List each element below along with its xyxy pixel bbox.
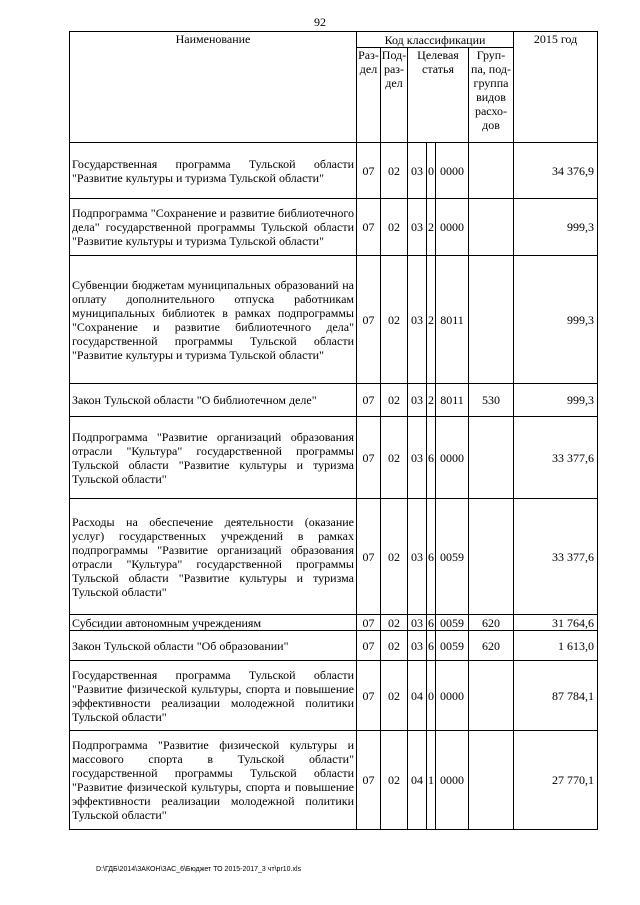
header-name: Наименование <box>70 32 357 143</box>
row-subsection: 02 <box>381 143 408 199</box>
row-target-direction: 0000 <box>436 143 469 199</box>
row-section: 07 <box>357 499 381 615</box>
row-name: Закон Тульской области "Об образовании" <box>70 631 357 661</box>
row-target-subprogram: 0 <box>427 143 436 199</box>
row-target-program: 03 <box>408 615 427 631</box>
row-section: 07 <box>357 731 381 830</box>
row-target-subprogram: 6 <box>427 631 436 661</box>
row-target-direction: 0000 <box>436 199 469 256</box>
row-target-program: 03 <box>408 499 427 615</box>
row-target-subprogram: 6 <box>427 499 436 615</box>
row-target-direction: 8011 <box>436 256 469 384</box>
row-section: 07 <box>357 631 381 661</box>
row-amount: 999,3 <box>514 256 598 384</box>
table-row <box>70 731 598 830</box>
row-target-subprogram: 2 <box>427 199 436 256</box>
row-name: Субсидии автономным учреждениям <box>70 615 357 631</box>
row-target-direction: 0059 <box>436 615 469 631</box>
row-expense-group: 620 <box>469 615 514 631</box>
row-subsection: 02 <box>381 384 408 417</box>
row-amount: 33 377,6 <box>514 499 598 615</box>
row-expense-group <box>469 143 514 199</box>
row-amount: 27 770,1 <box>514 731 598 830</box>
table-row <box>70 256 598 384</box>
row-section: 07 <box>357 256 381 384</box>
header-section: Раз- дел <box>357 48 381 143</box>
row-amount: 31 764,6 <box>514 615 598 631</box>
row-name: Государственная программа Тульской области "Развитие культуры и туризма Тульской области" <box>70 143 357 199</box>
row-name: Субвенции бюджетам муниципальных образований на оплату дополнительного отпуска работникам муниципальных библиотек в рамках подпрограммы "Сохранение и развитие библиотечного дела" государственной программы Тульской области "Развитие культуры и туризма Тульской области" <box>70 256 357 384</box>
row-section: 07 <box>357 417 381 499</box>
row-target-direction: 0000 <box>436 731 469 830</box>
row-expense-group <box>469 499 514 615</box>
row-target-program: 03 <box>408 143 427 199</box>
table-row <box>70 417 598 499</box>
table-row <box>70 631 598 661</box>
row-target-program: 04 <box>408 731 427 830</box>
table-row <box>70 384 598 417</box>
row-target-direction: 8011 <box>436 384 469 417</box>
row-expense-group <box>469 417 514 499</box>
table-row <box>70 143 598 199</box>
row-section: 07 <box>357 384 381 417</box>
file-path-footer: D:\ГДБ\2014\ЗАКОН\ЗАС_6\Бюджет ТО 2015-2017_3 чт\pr10.xls <box>96 866 302 873</box>
row-amount: 34 376,9 <box>514 143 598 199</box>
row-section: 07 <box>357 615 381 631</box>
row-name: Подпрограмма "Развитие физической культуры и массового спорта в Тульской области" государственной программы Тульской области "Развитие физической культуры, спорта и повышение эффективности реализации молодежной политики Тульской области" <box>70 731 357 830</box>
row-target-program: 03 <box>408 417 427 499</box>
row-section: 07 <box>357 143 381 199</box>
page-number: 92 <box>314 15 326 29</box>
header-classification: Код классификации <box>357 32 514 48</box>
row-target-direction: 0000 <box>436 661 469 731</box>
table-row <box>70 499 598 615</box>
table-row <box>70 615 598 631</box>
table-row <box>70 661 598 731</box>
row-amount: 999,3 <box>514 384 598 417</box>
header-target-article: Целевая статья <box>408 48 469 143</box>
header-row-top <box>70 32 598 48</box>
row-expense-group <box>469 199 514 256</box>
row-target-subprogram: 2 <box>427 256 436 384</box>
row-section: 07 <box>357 199 381 256</box>
row-name: Подпрограмма "Развитие организаций образования отрасли "Культура" государственной программы Тульской области "Развитие культуры и туризма Тульской области" <box>70 417 357 499</box>
row-target-subprogram: 1 <box>427 731 436 830</box>
row-name: Подпрограмма "Сохранение и развитие библиотечного дела" государственной программы Тульской области "Развитие культуры и туризма Тульской области" <box>70 199 357 256</box>
row-target-subprogram: 2 <box>427 384 436 417</box>
row-target-subprogram: 6 <box>427 417 436 499</box>
header-expense-group: Груп- па, под- группа видов расхо- дов <box>469 48 514 143</box>
row-name: Закон Тульской области "О библиотечном деле" <box>70 384 357 417</box>
row-subsection: 02 <box>381 256 408 384</box>
row-target-program: 04 <box>408 661 427 731</box>
row-expense-group <box>469 731 514 830</box>
table-row <box>70 199 598 256</box>
row-expense-group <box>469 661 514 731</box>
row-target-subprogram: 0 <box>427 661 436 731</box>
row-name: Расходы на обеспечение деятельности (оказание услуг) государственных учреждений в рамках подпрограммы "Развитие организаций образования отрасли "Культура" государственной программы Тульской области "Развитие культуры и туризма Тульской области" <box>70 499 357 615</box>
row-target-direction: 0000 <box>436 417 469 499</box>
row-amount: 87 784,1 <box>514 661 598 731</box>
row-target-program: 03 <box>408 631 427 661</box>
row-section: 07 <box>357 661 381 731</box>
row-subsection: 02 <box>381 417 408 499</box>
row-subsection: 02 <box>381 499 408 615</box>
row-target-program: 03 <box>408 384 427 417</box>
header-year: 2015 год <box>514 32 598 143</box>
row-target-program: 03 <box>408 199 427 256</box>
row-expense-group: 530 <box>469 384 514 417</box>
row-target-subprogram: 6 <box>428 615 434 630</box>
row-amount: 33 377,6 <box>514 417 598 499</box>
row-expense-group: 620 <box>469 631 514 661</box>
row-target-program: 03 <box>408 256 427 384</box>
row-amount: 999,3 <box>514 199 598 256</box>
budget-table <box>69 31 598 830</box>
row-subsection: 02 <box>381 631 408 661</box>
header-subsection: Под- раз- дел <box>381 48 408 143</box>
row-subsection: 02 <box>381 661 408 731</box>
row-subsection: 02 <box>381 199 408 256</box>
row-amount: 1 613,0 <box>514 631 598 661</box>
row-subsection: 02 <box>381 615 408 631</box>
row-subsection: 02 <box>381 731 408 830</box>
row-target-direction: 0059 <box>436 631 469 661</box>
row-name: Государственная программа Тульской области "Развитие физической культуры, спорта и повышение эффективности реализации молодежной политики Тульской области" <box>70 661 357 731</box>
row-target-direction: 0059 <box>436 499 469 615</box>
row-expense-group <box>469 256 514 384</box>
